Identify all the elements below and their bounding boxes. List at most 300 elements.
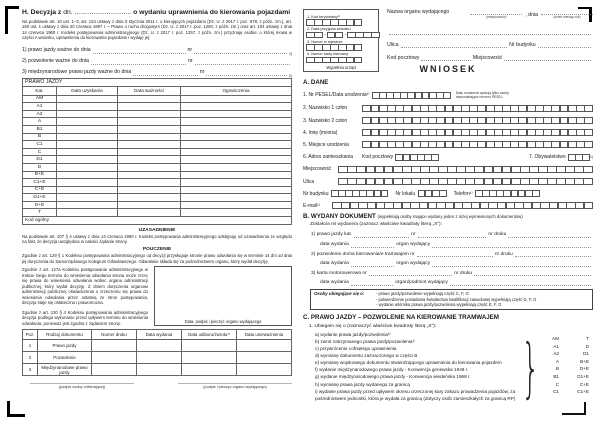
application-header [303,9,593,75]
doc-position: 1 [23,340,38,352]
empty-cell [57,118,118,126]
stamp-box-caption: Data, podpis i pieczęć organu wydającego [184,319,262,325]
entry-cell [371,32,380,38]
category-option: C1 [553,389,559,395]
empty-cell [118,163,181,171]
doc-name: Międzynarodowe prawo jazdy [38,364,92,376]
line-label: nr [188,58,193,65]
docs-col-numer-druku: Numer druku [92,330,137,340]
decision-title-prefix: H. Decyzja z [22,9,62,16]
category-code: B1 [23,125,57,133]
category-code: B [23,133,57,141]
category-option: B1 [553,374,559,380]
recipient-signature [30,383,134,389]
category-code: C [23,148,57,156]
issuer-stamp-box [154,266,292,326]
empty-cell [181,186,292,194]
col-header-data-waznosci: Data ważności [118,87,181,96]
email-cells [333,202,593,209]
empty-cell [92,352,137,364]
flat-number-cells [418,190,446,197]
empty-cell [57,133,118,141]
empty-cell [181,133,292,141]
office-use-caption: Wypełnia urząd [326,65,356,71]
line-label: organ wydający [396,242,431,248]
line-label: organ/podmiot wydający [395,280,448,286]
category-row [23,171,292,179]
categories-table-title: PRAWO JAZDY [23,78,292,87]
section-b-note: (wypełniają osoby mające wydany jeden z niżej wymienionych dokumentów) [377,214,523,220]
empty-cell [137,340,182,352]
entry-cell [443,92,451,99]
dotted-line [387,35,593,48]
empty-cell [181,156,292,164]
category-option: C+E [579,381,589,387]
category-option: A [555,358,559,364]
col-header-kat: Kat. [23,87,57,96]
category-option: D1 [583,351,589,357]
dotted-blank [421,55,471,61]
empty-cell [57,148,118,156]
dotted-line: 3) międzynarodowe prawo jazdy ważne do dnia nr 2) [22,69,292,78]
category-code: B+E [23,171,57,179]
category-code: D+E [23,201,57,209]
docs-rows [23,340,292,376]
first-name-label: 4. Imię (imiona) [303,129,338,136]
decision-page [22,9,292,389]
application-option: h) wymianę prawa jazdy wydanego za granicą [315,381,410,387]
dotted-blank [133,70,197,76]
street-label: Ulica [303,178,315,185]
flat-number-label: Nr lokalu [395,190,416,197]
document-row [23,364,292,376]
empty-cell [118,133,181,141]
entry-cell [532,190,540,197]
section-b-lines [311,228,593,286]
line-label: data wydania [320,261,349,267]
city-cells [339,166,593,173]
building-number-cells [332,190,389,197]
dotted-blank [508,232,591,238]
dotted-blank [538,42,591,48]
info-line: - wydanie wtórnika prawa jazdy/pozwolenia wypełniają część E, F, G [376,302,502,308]
category-row [23,201,292,209]
empty-cell [118,148,181,156]
dotted-line [22,54,292,65]
dotted-blank [474,270,591,276]
line-label: nr [199,69,205,76]
empty-cell [181,95,292,103]
empty-cell [92,364,137,376]
driver-card-number-cells [307,57,375,63]
email-label: E-mail¹⁾ [303,202,321,209]
category-option: A2 [553,351,559,357]
register-number-label: 3. Numer w rejestrze [307,39,343,44]
doc-position: 3 [23,364,38,376]
city-label: Miejscowość [303,166,332,173]
category-row [23,118,292,126]
category-row [23,194,292,202]
recipient-signature-caption: (podpis osoby odbierającej) [58,385,106,390]
driving-categories-table [22,78,292,226]
empty-cell [118,179,181,187]
category-code: D [23,163,57,171]
empty-cell [182,364,237,376]
pesel-cells [373,92,451,99]
line-label: Ulica [387,41,399,48]
dotted-blank [450,280,591,286]
category-row [23,179,292,187]
dotted-blank [515,251,591,257]
empty-cell [57,103,118,111]
pouczenie-paragraph-3: Zgodnie z art. 130 § 4 Kodeksu postępowania administracyjnego decyzja podlega wykonaniu przed upływem terminu do wniesienia odwołania, ponieważ jest zgodna z żądaniem strony. [22,309,148,326]
category-row [23,141,292,149]
dotted-blank [432,261,591,267]
line-label: data wydania [320,280,349,286]
entry-cell [354,57,363,63]
empty-cell [118,156,181,164]
line-label: Nr budynku [509,41,536,48]
category-row [23,133,292,141]
section-a-title: A. DANE [303,79,329,86]
building-number-label: Nr budynku [303,190,329,197]
form-title: WNIOSEK [419,64,477,74]
signature-line [178,383,292,384]
line-label: Miejscowość [472,54,503,61]
issuer-address-block [387,9,593,61]
pesel-note: Datę urodzenia wpisują tylko osoby nieposiadające numeru PESEL. [455,91,509,100]
category-row [23,186,292,194]
empty-cell [181,110,292,118]
driver-card-number-label: 4. Numer karty kierowcy [307,52,349,57]
pouczenie-columns [22,266,292,326]
document-row [23,352,292,364]
empty-cell [118,186,181,194]
surname-1-cells [363,105,593,112]
doc-position: 2 [23,352,38,364]
pesel-label: 1. Nr PESEL/Data urodzenia¹⁾ [303,92,370,99]
line-label: nr druku [488,232,507,238]
issuer-signature-caption: (podpis i pieczęć organu wydającego) [203,385,267,390]
col-header-data-uzyskania: Data uzyskania [57,87,118,96]
entry-cell [381,190,389,197]
postal-code-label: Kod pocztowy [362,154,394,161]
line-label: 1) prawo jazdy kat. [311,232,353,238]
application-option: e) wymianę wojskowego dokumentu stwierdzającego uprawnienia do kierowania pojazdem [315,360,502,366]
application-option: c) przywrócenie cofniętego uprawnienia [315,346,397,352]
surname-1-label: 2. Nazwisko 1 człon [303,105,348,112]
application-option: a) wydanie prawa jazdy/pozwolenia²⁾ [315,332,391,338]
pouczenie-paragraph-1: Zgodnie z art. 129 § 1 Kodeksu postępowania administracyjnego od decyzji przysługuje stronie prawo odwołania się w terminie 14 dni od dnia jej doręczenia do Samorządowego Kolegium Odwoławczego. Odwołanie składa się za pośrednictwem organu, który wydał decyzję. [22,253,292,264]
dotted-blank [417,251,493,257]
dotted-line [311,248,593,258]
street-cells [339,178,593,185]
category-option: C1+E [577,389,589,395]
category-row [23,156,292,164]
empty-cell [181,171,292,179]
col-header-ograniczenia: Ograniczenia [181,87,292,96]
dotted-blank [504,55,591,61]
entry-cell [314,32,323,38]
empty-cell [57,194,118,202]
application-page: 1. Kod terytorialny¹⁾ 2. Data przyjęcia wniosku - - 3. Numer w rejestrze 4. Numer karty kierowcy Wypełnia urząd Nazwa organu wydającego (miejscowość) , dnia (dzień-miesiąc-rok) Ulica Nr budynku Kod pocztowy Miejscowość WNIOSEK A. DANE 1. Nr PESEL/Data urodzenia¹⁾ Datę urodzenia wpisują tylko osoby nieposiadające numeru PESEL. 2. Nazwisko 1 człon 3. Nazwisko 2 człon 4. Imię (imiona) 5. Miejsce urodzenia 6. Adres zamieszkania Kod pocztowy 7. Obywatelstwo 1) Miejscowość Ulica Nr budynku Nr lokalu Telefon¹⁾ E-mail¹⁾ B. WYDANY DOKUMENT (wypełniają osoby mające wydany jeden z niżej wymienionych dokumentów) Zostało/a mi wydane/a (zaznacz właściwe kwadraty literą „X”): 1) prawo jazdy kat. nr nr druku data wydania organ wydający 2) pozwolenie do/na kierowania/e tramwajem nr nr druku data wydania organ wydający 3) karta motorowerowa nr nr druku data wydania organ/podmiot wydający Osoby ubiegające się o: - prawo jazdy/pozwolenie wypełniają część C, F, G - potwierdzenie posiadania świadectwa kwalifikacji zawodowej wypełniają część D, F, G - wydanie wtórnika prawa jazdy/pozwolenia wypełniają część E, F, G C. PRAWO JAZDY – POZWOLENIE NA KIEROWANIE TRAMWAJEM 1. Ubiegam się o (zaznaczyć właściwe kwadraty literą „X”): a) wydanie prawa jazdy/pozwolenia²⁾ b) zwrot zatrzymanego prawa jazdy/pozwolenia¹⁾ c) przywrócenie cofniętego uprawnienia d) wymianę dokumentu zaznaczonego w części B e) wymianę wojskowego dokumentu stwierdzającego uprawnienia do kierowania pojazdem f) wydanie międzynarodowego prawa jazdy - Konwencja genewska 1949 r. g) wydanie międzynarodowego prawa jazdy - Konwencja wiedeńska 1968 r. h) wymianę prawa jazdy wydanego za granicą i) wydanie prawa jazdy przed upływem okresu orzeczonej kary zakazu prowadzenia pojazdów, za pośrednictwem jednostki, która je wydała za granicą (dotyczy osób zamieszkałych za granicą RP) } AM T A1 D A2 D1 A B+E B D+E B1 D1+E C C+E C1 C1+E [303,9,593,407]
section-c-title: C. PRAWO JAZDY – POZWOLENIE NA KIEROWANIE TRAMWAJEM [303,314,499,322]
empty-cell [118,95,181,103]
info-line: - potwierdzenie posiadania świadectwa kwalifikacji zawodowej wypełniają część D, F, G [376,296,537,302]
empty-cell [237,352,292,364]
document-row [23,340,292,352]
category-option: B [555,366,559,372]
category-row [23,110,292,118]
category-option: D+E [579,366,589,372]
dotted-line [387,48,593,61]
empty-cell [57,156,118,164]
decision-issue-lines [22,43,292,76]
empty-cell [181,118,292,126]
empty-cell [57,163,118,171]
address-label: 6. Adres zamieszkania [303,154,354,161]
info-line: - prawo jazdy/pozwolenie wypełniają część C, F, G [376,291,469,297]
empty-cell [57,179,118,187]
empty-cell [118,194,181,202]
postal-code-cells [396,154,439,161]
empty-cell [118,118,181,126]
application-option: d) wymianę dokumentu zaznaczonego w części B [315,353,418,359]
empty-cell [181,201,292,209]
territorial-code-label: 1. Kod terytorialny¹⁾ [307,14,341,19]
empty-cell [182,340,237,352]
entry-cell [354,44,363,50]
legal-basis-text: Na podstawie art. 10 ust. 1–3, art. 124 ustawy z dnia 5 stycznia 2011 r. o kierujących pojazdami (Dz. U. z 2017 r. poz. 978, z późn. zm.), art. 150 ust. 1 ustawy z dnia 20 czerwca 1997 r. – Prawo o ruchu drogowym (Dz. U. z 2017 r. poz. 1260, z późn. zm.) oraz art. 104 ustawy z dnia 14 czerwca 1960 r. Kodeks postępowania administracyjnego (Dz. U. z 2017 r. poz. 1257, z późn. zm.) przyznaję osobie, o której mowa w części A wniosku, uprawnienia do kierowania pojazdami i wydaję jej: [22,18,292,41]
empty-cell [181,148,292,156]
category-option: A1 [553,343,559,349]
applicants-info-box [310,289,593,310]
issuer-name-label: Nazwa organu wydającego [387,9,450,15]
category-row [23,103,292,111]
category-checklist [539,336,589,407]
dotted-line: 1) prawo jazdy ważne do dnia nr 2) [22,47,292,56]
surname-2-label: 3. Nazwisko 2 człon [303,117,348,124]
pouczenie-heading: POUCZENIE [142,247,172,253]
dotted-blank [418,232,487,238]
application-option: b) zwrot zatrzymanego prawa jazdy/pozwolenia¹⁾ [315,339,416,345]
entry-cell [439,190,447,197]
category-option: B+E [580,358,589,364]
signature-area [22,383,292,389]
entry-cell [431,154,439,161]
empty-cell [181,209,292,217]
entry-cell [354,19,363,25]
dotted-blank [432,242,591,248]
cell-separator: - [324,31,326,38]
empty-cell [57,186,118,194]
decision-title [22,9,292,16]
doc-name: Prawo jazdy [38,340,92,352]
first-name-cells [363,129,593,136]
place-blank: (miejscowość) [470,9,522,19]
line-label: 1) prawo jazdy ważne do dnia [22,47,91,54]
category-code: A2 [23,110,57,118]
dotted-blank [369,270,452,276]
section-c-intro: 1. Ubiegam się o (zaznaczyć właściwe kwadraty literą „X”): [309,323,437,329]
dotted-line [320,238,593,248]
dotted-blank [351,280,393,286]
line-label: 3) karta motorowerowa nr [311,270,367,276]
application-options-list [315,331,517,407]
category-code: T [23,209,57,217]
empty-cell [137,352,182,364]
entry-cell [584,202,593,209]
info-box-lines [376,291,536,307]
empty-cell [57,95,118,103]
dotted-line [311,267,593,277]
docs-col-data-uniewaznienia: Data unieważnienia [237,330,292,340]
empty-cell [57,110,118,118]
line-label: 3) międzynarodowe prawo jazdy ważne do dnia [22,69,132,76]
empty-cell [92,340,137,352]
empty-cell [57,125,118,133]
category-row [23,148,292,156]
category-code: C+E [23,186,57,194]
empty-cell [118,103,181,111]
issued-documents-table [22,329,292,376]
category-code: D1 [23,156,57,164]
empty-cell [57,141,118,149]
birth-place-cells [363,141,593,148]
entry-cell [335,32,344,38]
dnia-label: , dnia [525,12,538,18]
category-row [23,163,292,171]
decision-title-suffix: o wydaniu uprawnienia do kierowania pojazdami [133,9,291,16]
doc-name: Pozwolenie [38,352,92,364]
docs-col-poz: Poz. [23,330,38,340]
empty-cell [181,179,292,187]
dotted-blank [93,48,186,54]
issuer-address-lines [387,22,593,61]
birth-place-label: 5. Miejsce urodzenia [303,141,349,148]
office-use-box [303,9,379,72]
territorial-code-cells [307,19,375,25]
line-label: nr [187,47,193,54]
empty-cell [181,194,292,202]
citizenship-label: 7. Obywatelstwo [528,154,566,161]
empty-cell [118,125,181,133]
empty-cell [118,141,181,149]
uzasadnienie-text: Na podstawie art. 107 § 4 ustawy z dnia 14 czerwca 1960 r. Kodeks postępowania administracyjnego odstępuję od uzasadnienia ze względu na fakt, że decyzja uwzględnia w całości żądanie strony. [22,233,292,245]
docs-col-rodzaj: Rodzaj dokumentu [38,330,92,340]
empty-cell [237,340,292,352]
empty-cell [57,201,118,209]
category-rows [23,95,292,217]
date-blank: (dzień-miesiąc-rok) [541,9,593,19]
docs-col-data-odbioru: Data odbioru/zwrotu¹⁾ [182,330,237,340]
dotted-blank [195,59,290,65]
dotted-blank [351,242,394,248]
category-row [23,209,292,217]
entry-cell [584,105,593,112]
dotted-blank [351,261,394,267]
dotted-blank [389,29,591,35]
section-c-body [315,331,593,407]
application-date-label: 2. Data przyjęcia wniosku [307,27,351,32]
category-code: C1 [23,141,57,149]
surname-2-cells [363,117,593,124]
empty-cell [118,171,181,179]
empty-cell [118,110,181,118]
uzasadnienie-heading: UZASADNIENIE [138,227,176,233]
section-b-title: B. WYDANY DOKUMENT (wypełniają osoby mające wydany jeden z niżej wymienionych dokumentów) [303,213,523,221]
entry-cell [584,141,593,148]
line-label: 2) pozwolenie do/na kierowania/e tramwajem nr [311,251,415,257]
category-code: D1+E [23,194,57,202]
category-option: C [555,381,559,387]
application-option: i) wydanie prawa jazdy przed upływem okresu orzeczonej kary zakazu prowadzenia pojazdów, za pośrednictwem jednostki, która je wydała za granicą (dotyczy osób zamieszkałych za granicą RP) [315,388,516,401]
category-option: D [585,343,589,349]
issuer-signature [178,383,292,389]
entry-cell [584,129,593,136]
register-number-cells [307,44,375,50]
empty-cell [57,171,118,179]
line-label: organ wydający [396,261,431,267]
application-date-cells [307,32,375,38]
dotted-line [320,257,593,267]
phone-label: Telefon¹⁾ [453,190,473,197]
category-row [23,125,292,133]
section-b-intro: Zostało/a mi wydane/a (zaznacz właściwe kwadraty literą „X”): [310,222,442,228]
info-box-lead: Osoby ubiegające się o: [314,291,365,297]
line-label: nr druku [454,270,473,276]
entry-cell [582,154,590,161]
empty-cell [181,163,292,171]
empty-cell [181,125,292,133]
category-option: T [586,336,589,342]
entry-cell [583,178,593,185]
line-label: nr [411,232,416,238]
entry-cell [584,117,593,124]
category-option: D1+E [577,374,589,380]
dotted-blank [91,59,186,65]
category-code: A [23,118,57,126]
empty-cell [118,209,181,217]
application-option: g) wydanie międzynarodowego prawa jazdy - Konwencja wiedeńska 1968 r. [315,374,471,380]
application-option: f) wydanie międzynarodowego prawa jazdy - Konwencja genewska 1949 r. [315,367,469,373]
empty-cell [137,364,182,376]
entry-cell [583,166,593,173]
empty-cell [237,364,292,376]
category-code: AM [23,95,57,103]
empty-cell [118,201,181,209]
phone-cells [476,190,540,197]
line-label: nr druku [494,251,513,257]
brace-glyph: } [521,332,540,407]
category-code: C1+E [23,179,57,187]
kod-ogolny-row: Kod ogólny [23,217,292,225]
dotted-blank [401,42,508,48]
citizenship-cells [569,154,590,161]
cell-separator: - [344,31,347,38]
category-code: A1 [23,103,57,111]
dotted-blank [206,70,287,76]
decision-date-blank: dn. .............................. [63,9,132,16]
dotted-line [320,276,593,286]
empty-cell [182,352,237,364]
category-option: AM [552,336,559,342]
docs-col-data-wydania: Data wydania [137,330,182,340]
dotted-blank [194,48,287,54]
signature-line [30,383,134,384]
line-label: 2) pozwolenie ważne do dnia [22,58,89,65]
crop-mark-top-left [5,6,19,34]
